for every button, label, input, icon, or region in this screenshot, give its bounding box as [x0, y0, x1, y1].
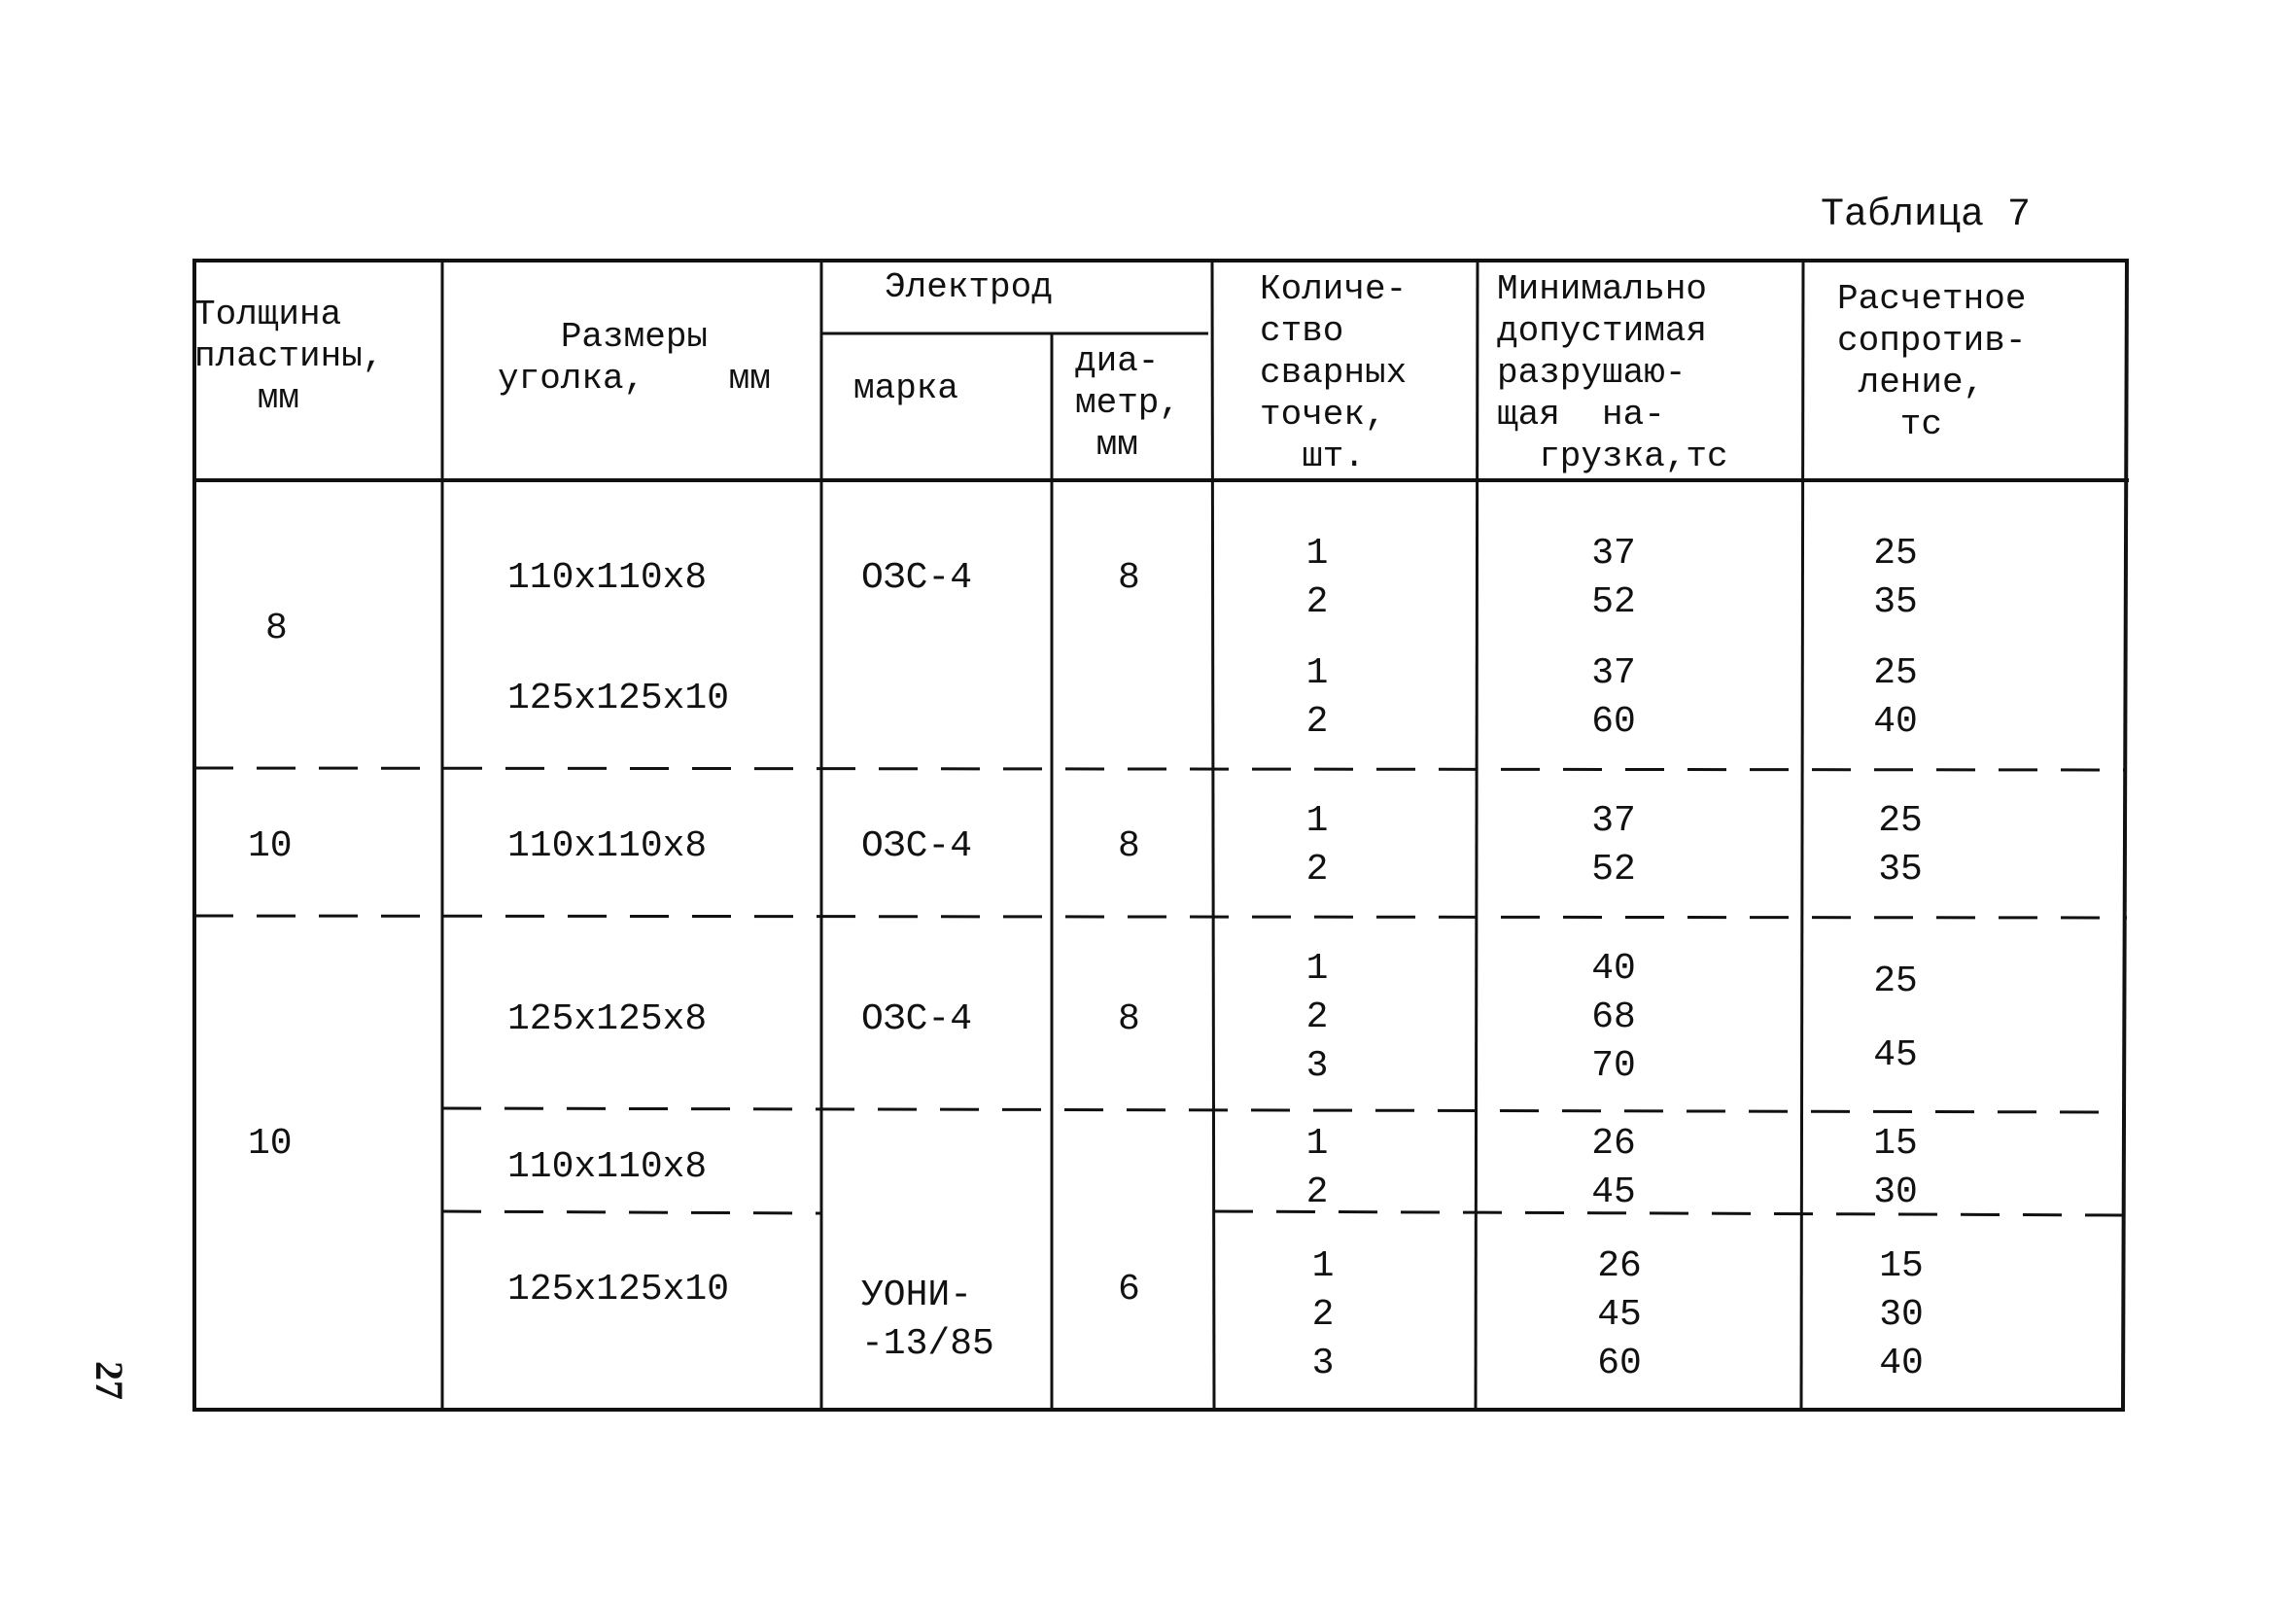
cell-points: 1 2 3	[1311, 1245, 1335, 1384]
cell-thickness: 10	[248, 825, 293, 867]
header-diameter: диа- метр, мм	[1075, 341, 1181, 465]
cell-resistance: 15 30	[1873, 1123, 1918, 1213]
cell-angle: 110x110x8	[507, 1146, 708, 1188]
header-resistance: Расчетное сопротив- ление, тс	[1837, 279, 2027, 444]
cell-thickness: 10	[248, 1123, 293, 1165]
cell-diameter: 8	[1118, 557, 1140, 599]
header-brand: марка	[853, 368, 959, 408]
header-angle-sizes: Размеры уголка, мм	[498, 317, 771, 399]
cell-thickness: 8	[265, 608, 288, 649]
cell-diameter: 6	[1118, 1269, 1140, 1311]
cell-brand: УОНИ- -13/85	[861, 1275, 994, 1365]
cell-points: 1 2	[1305, 800, 1329, 891]
cell-angle: 110x110x8	[507, 825, 708, 867]
cell-resistance: 25 35	[1878, 800, 1923, 891]
cell-load: 40 68 70	[1591, 948, 1636, 1087]
cell-points: 1 2	[1305, 1123, 1329, 1213]
page-number: 27	[87, 1361, 131, 1400]
cell-resistance: 25 35	[1873, 533, 1918, 623]
cell-resistance: 25 45	[1873, 961, 1918, 1076]
cell-points: 1 2	[1305, 533, 1329, 623]
header-weld-count: Количе- ство сварных точек, шт.	[1260, 269, 1408, 476]
cell-diameter: 8	[1118, 998, 1140, 1040]
cell-angle: 125x125x10	[507, 678, 730, 719]
cell-load: 37 60	[1591, 652, 1636, 743]
cell-brand: ОЗС-4	[861, 557, 973, 599]
cell-points: 1 2 3	[1305, 948, 1329, 1087]
cell-load: 26 45	[1591, 1123, 1636, 1213]
cell-angle: 125x125x10	[507, 1269, 730, 1311]
cell-resistance: 25 40	[1873, 652, 1918, 743]
cell-points: 1 2	[1305, 652, 1329, 743]
cell-diameter: 8	[1118, 825, 1140, 867]
header-electrode: Электрод	[885, 267, 1053, 307]
cell-load: 37 52	[1591, 800, 1636, 891]
cell-angle: 110x110x8	[507, 557, 708, 599]
cell-load: 37 52	[1591, 533, 1636, 623]
cell-resistance: 15 30 40	[1879, 1245, 1924, 1384]
cell-angle: 125x125x8	[507, 998, 708, 1040]
header-thickness: Толщина пластины, мм	[194, 295, 384, 418]
table-caption: Таблица 7	[1821, 193, 2032, 237]
cell-brand: ОЗС-4	[861, 998, 973, 1040]
cell-load: 26 45 60	[1597, 1245, 1642, 1384]
header-min-load: Минимально допустимая разрушаю- щая на- грузка,тс	[1497, 269, 1728, 476]
cell-brand: ОЗС-4	[861, 825, 973, 867]
